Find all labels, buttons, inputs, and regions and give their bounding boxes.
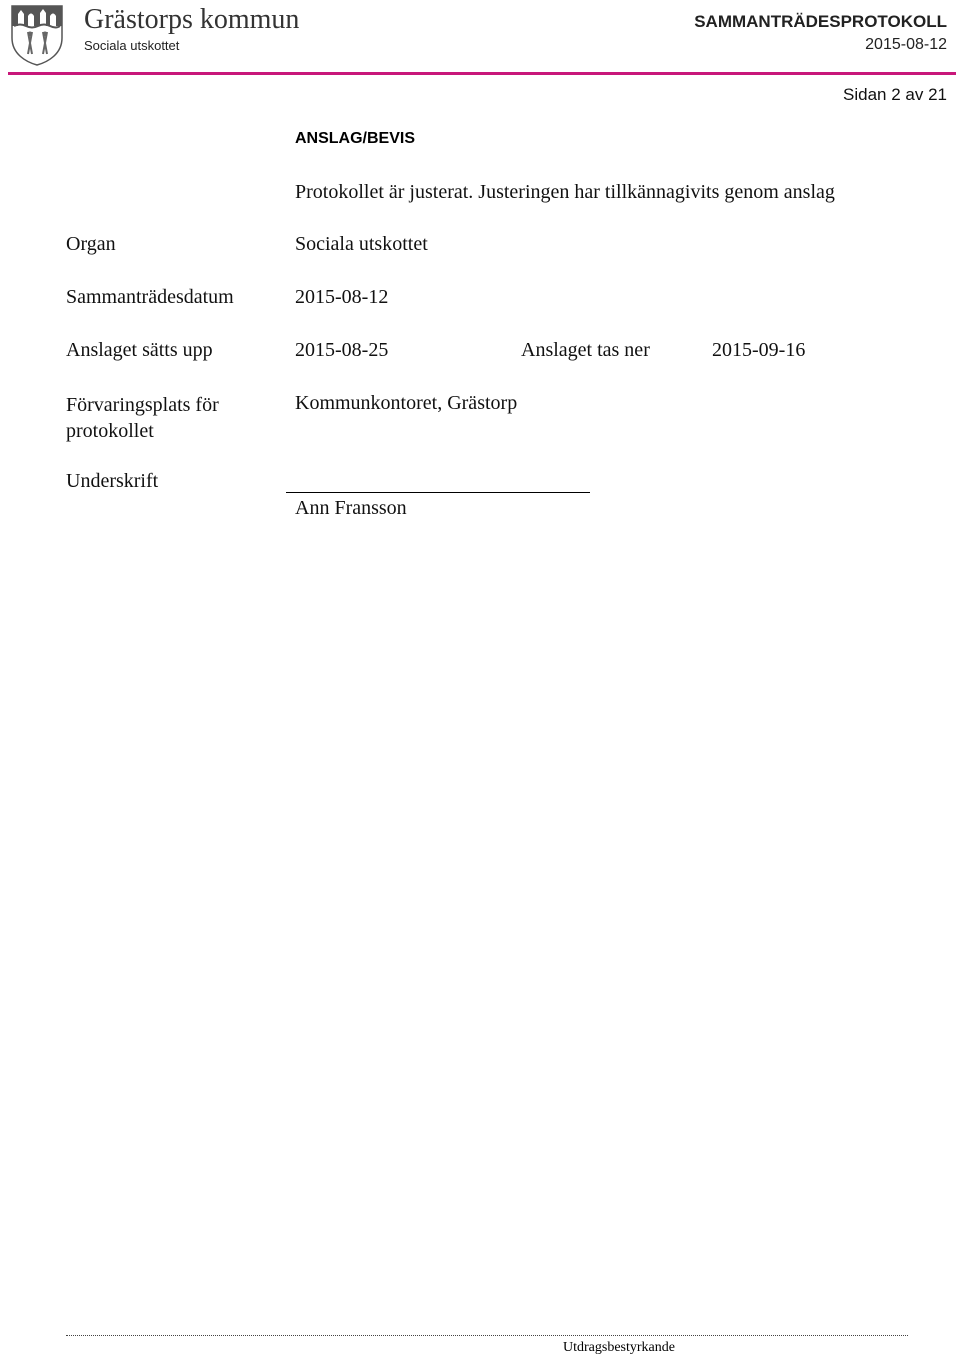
signature-label: Underskrift <box>66 470 159 492</box>
organization-subtitle: Sociala utskottet <box>84 38 180 53</box>
signature-line <box>286 492 590 493</box>
meeting-date-value: 2015-08-12 <box>295 286 389 308</box>
page-number: Sidan 2 av 21 <box>843 85 947 104</box>
storage-location-label: Förvaringsplats för protokollet <box>66 394 219 442</box>
certification-footer: Utdragsbestyrkande <box>563 1340 675 1355</box>
header-divider <box>8 72 956 75</box>
meeting-date-label: Sammanträdesdatum <box>66 286 234 308</box>
posted-date-value: 2015-08-25 <box>295 339 389 361</box>
posted-date-label: Anslaget sätts upp <box>66 339 213 361</box>
organ-value: Sociala utskottet <box>295 233 428 255</box>
document-type: SAMMANTRÄDESPROTOKOLL <box>694 12 947 31</box>
document-date: 2015-08-12 <box>865 36 947 53</box>
section-heading: ANSLAG/BEVIS <box>295 130 416 147</box>
organization-name: Grästorps kommun <box>84 4 300 35</box>
storage-location-value: Kommunkontoret, Grästorp <box>295 392 518 414</box>
coat-of-arms-icon <box>10 4 64 66</box>
signer-name: Ann Fransson <box>295 497 407 519</box>
footer-divider <box>66 1335 908 1336</box>
removed-date-value: 2015-09-16 <box>712 339 806 361</box>
organ-label: Organ <box>66 233 116 255</box>
removed-date-label: Anslaget tas ner <box>521 339 650 361</box>
adjustment-statement: Protokollet är justerat. Justeringen har tillkännagivits genom anslag <box>295 181 835 203</box>
